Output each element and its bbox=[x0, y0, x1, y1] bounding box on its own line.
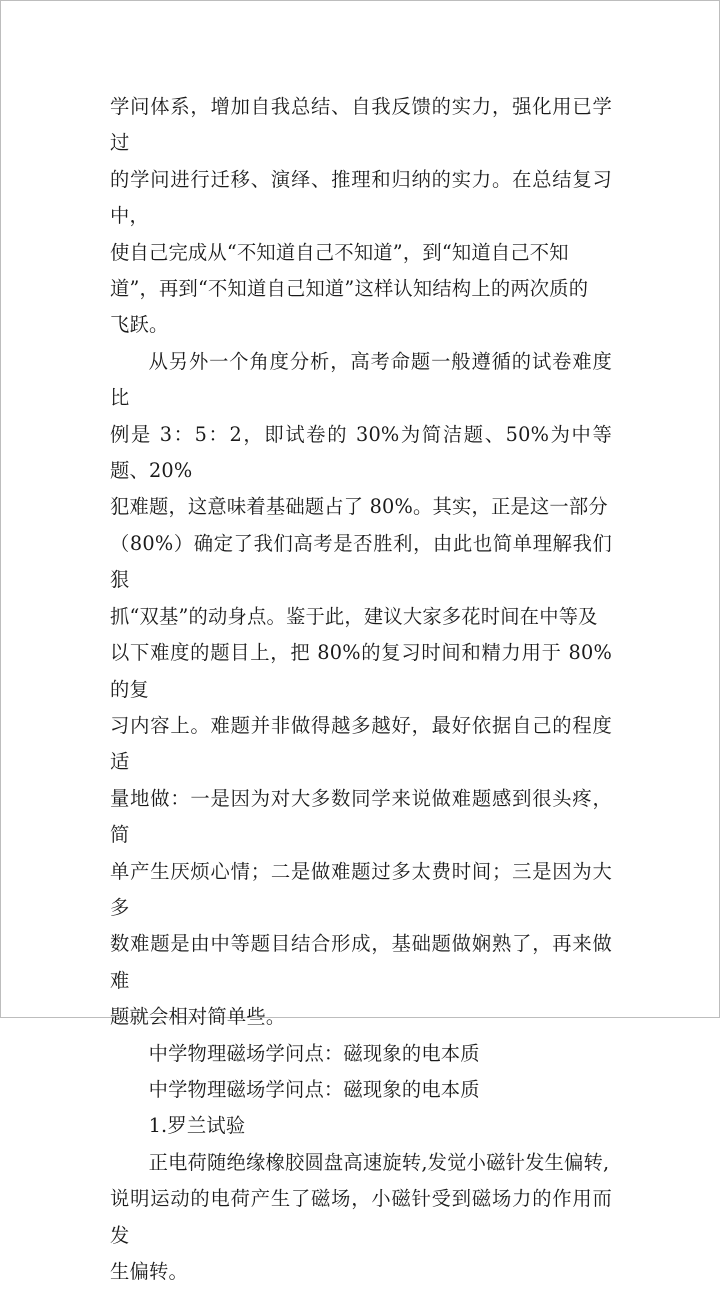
text-line: 例是 3：5：2，即试卷的 30%为简洁题、50%为中等题、20% bbox=[110, 422, 612, 483]
text-line: 以下难度的题目上，把 80%的复习时间和精力用于 80%的复 bbox=[110, 641, 612, 701]
paragraph-exam-difficulty bbox=[110, 344, 612, 1036]
text-line: 飞跃。 bbox=[110, 313, 169, 337]
paragraph-rowland-description bbox=[110, 1145, 612, 1290]
text-line: 正电荷随绝缘橡胶圆盘高速旋转,发觉小磁针发生偏转, bbox=[148, 1150, 610, 1174]
text-line: 说明运动的电荷产生了磁场，小磁针受到磁场力的作用而发 bbox=[110, 1187, 612, 1247]
text-line: 习内容上。难题并非做得越多越好，最好依据自己的程度适 bbox=[110, 713, 612, 774]
text-line: 道”，再到“不知道自己知道”这样认知结构上的两次质的 bbox=[110, 277, 589, 301]
text-line: 生偏转。 bbox=[110, 1260, 188, 1283]
text-line: 从另外一个角度分析，高考命题一般遵循的试卷难度比 bbox=[110, 349, 612, 410]
text-line: 数难题是由中等题目结合形成，基础题做娴熟了，再来做难 bbox=[110, 932, 612, 992]
text-line: （80%）确定了我们高考是否胜利，由此也简单理解我们狠 bbox=[110, 531, 612, 592]
text-line: 学问体系，增加自我总结、自我反馈的实力，强化用已学过 bbox=[110, 95, 612, 155]
text-line: 题就会相对简单些。 bbox=[110, 1005, 286, 1029]
document-body bbox=[110, 89, 612, 1290]
text-line: 单产生厌烦心情；二是做难题过多太费时间；三是因为大多 bbox=[110, 859, 612, 919]
heading-rowland-experiment bbox=[110, 1108, 612, 1144]
text-line: 中学物理磁场学问点：磁现象的电本质 bbox=[148, 1077, 480, 1101]
text-line: 量地做：一是因为对大多数同学来说做难题感到很头疼，简 bbox=[110, 786, 612, 847]
heading-magnetism-2 bbox=[110, 1072, 612, 1108]
text-line: 1.罗兰试验 bbox=[148, 1114, 246, 1138]
text-line: 中学物理磁场学问点：磁现象的电本质 bbox=[148, 1041, 480, 1065]
heading-magnetism-1 bbox=[110, 1036, 612, 1072]
text-line: 的学问进行迁移、演绎、推理和归纳的实力。在总结复习中， bbox=[110, 167, 612, 228]
text-line: 犯难题，这意味着基础题占了 80%。其实，正是这一部分 bbox=[110, 495, 608, 519]
text-line: 使自己完成从“不知道自己不知道”，到“知道自己不知 bbox=[110, 240, 569, 264]
text-line: 抓“双基”的动身点。鉴于此，建议大家多花时间在中等及 bbox=[110, 604, 598, 628]
paragraph-review-summary bbox=[110, 89, 612, 344]
